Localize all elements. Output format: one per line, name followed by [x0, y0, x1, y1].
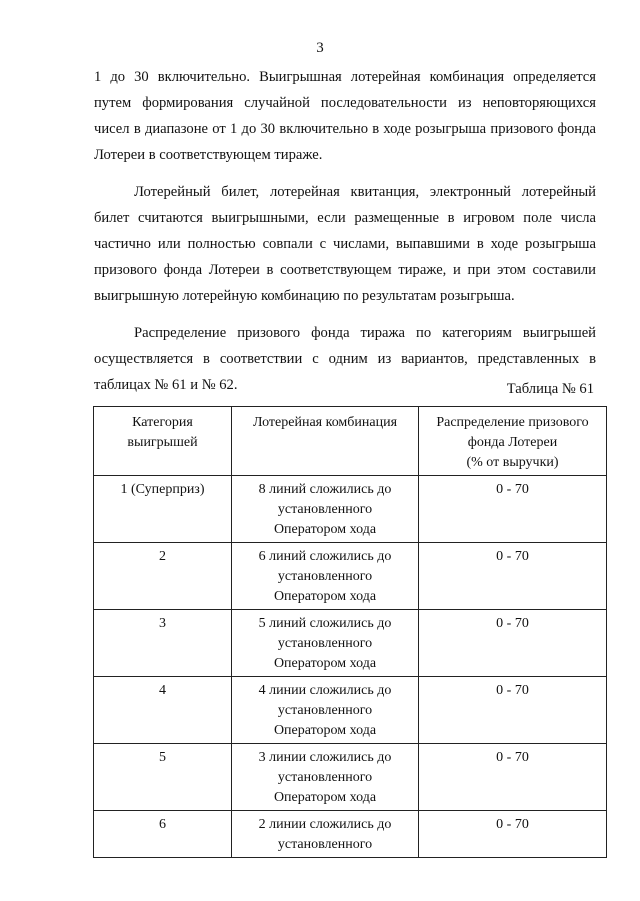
cell-distribution: 0 - 70 [419, 476, 607, 543]
cell-combination [232, 476, 419, 543]
paragraph-2: Лотерейный билет, лотерейная квитанция, электронный лотерейный билет считаются выигрышными, если размещенные в игровом поле числа частично или полностью совпали с числами, выпавшими в ходе розыгрыша призового фонда Лотереи в соответствующем тираже, и при этом составили выигрышную лотерейную комбинацию по результатам розыгрыша. [94, 184, 596, 304]
header-combination-line: Лотерейная комбинация [252, 415, 398, 430]
header-category [94, 407, 232, 476]
page-number: 3 [316, 40, 324, 56]
table-row [94, 610, 607, 677]
body-text [94, 64, 596, 409]
header-distribution-line: Распределение призового [436, 415, 589, 430]
header-distribution-line: (% от выручки) [466, 455, 559, 470]
cell-distribution: 0 - 70 [419, 811, 607, 858]
header-combination [232, 407, 419, 476]
cell-combination-line: установленного [277, 636, 373, 651]
table-row [94, 811, 607, 858]
table-row [94, 476, 607, 543]
cell-combination-line: 6 линий сложились до [258, 549, 392, 564]
cell-combination-line: Оператором хода [273, 589, 377, 604]
cell-combination-line: 2 линии сложились до [258, 817, 392, 832]
cell-category: 4 [94, 677, 232, 744]
cell-combination [232, 543, 419, 610]
cell-combination [232, 744, 419, 811]
cell-distribution: 0 - 70 [419, 677, 607, 744]
cell-combination-line: Оператором хода [273, 656, 377, 671]
cell-combination-line: 4 линии сложились до [258, 683, 392, 698]
prize-distribution-table [93, 406, 607, 858]
cell-distribution: 0 - 70 [419, 744, 607, 811]
cell-combination [232, 610, 419, 677]
cell-combination-line: 8 линий сложились до [258, 482, 392, 497]
paragraph-3: Распределение призового фонда тиража по категориям выигрышей осуществляется в соответствии с одним из вариантов, представленных в таблицах № 61 и № 62. [94, 325, 596, 393]
table-header-row [94, 407, 607, 476]
table-row [94, 677, 607, 744]
table-row [94, 744, 607, 811]
cell-combination-line: установленного [277, 502, 373, 517]
header-distribution [419, 407, 607, 476]
cell-combination-line: установленного [277, 770, 373, 785]
cell-combination-line: установленного [277, 569, 373, 584]
cell-combination-line: установленного [277, 703, 373, 718]
cell-category: 2 [94, 543, 232, 610]
cell-distribution: 0 - 70 [419, 610, 607, 677]
header-category-line: выигрышей [127, 435, 198, 450]
cell-combination-line: Оператором хода [273, 522, 377, 537]
header-distribution-line: фонда Лотереи [467, 435, 558, 450]
paragraph-1: 1 до 30 включительно. Выигрышная лотерейная комбинация определяется путем формирования случайной последовательности из неповторяющихся чисел в диапазоне от 1 до 30 включительно в ходе розыгрыша призового фонда Лотереи в соответствующем тираже. [94, 69, 596, 163]
cell-category: 1 (Суперприз) [94, 476, 232, 543]
cell-category: 5 [94, 744, 232, 811]
cell-combination-line: установленного [277, 837, 373, 852]
cell-category: 3 [94, 610, 232, 677]
header-category-line: Категория [132, 415, 193, 430]
table-row [94, 543, 607, 610]
cell-distribution: 0 - 70 [419, 543, 607, 610]
cell-combination-line: Оператором хода [273, 790, 377, 805]
cell-combination [232, 811, 419, 858]
cell-combination-line: 3 линии сложились до [258, 750, 392, 765]
cell-combination-line: Оператором хода [273, 723, 377, 738]
cell-combination [232, 677, 419, 744]
cell-combination-line: 5 линий сложились до [258, 616, 392, 631]
table-caption: Таблица № 61 [506, 381, 594, 397]
cell-category: 6 [94, 811, 232, 858]
